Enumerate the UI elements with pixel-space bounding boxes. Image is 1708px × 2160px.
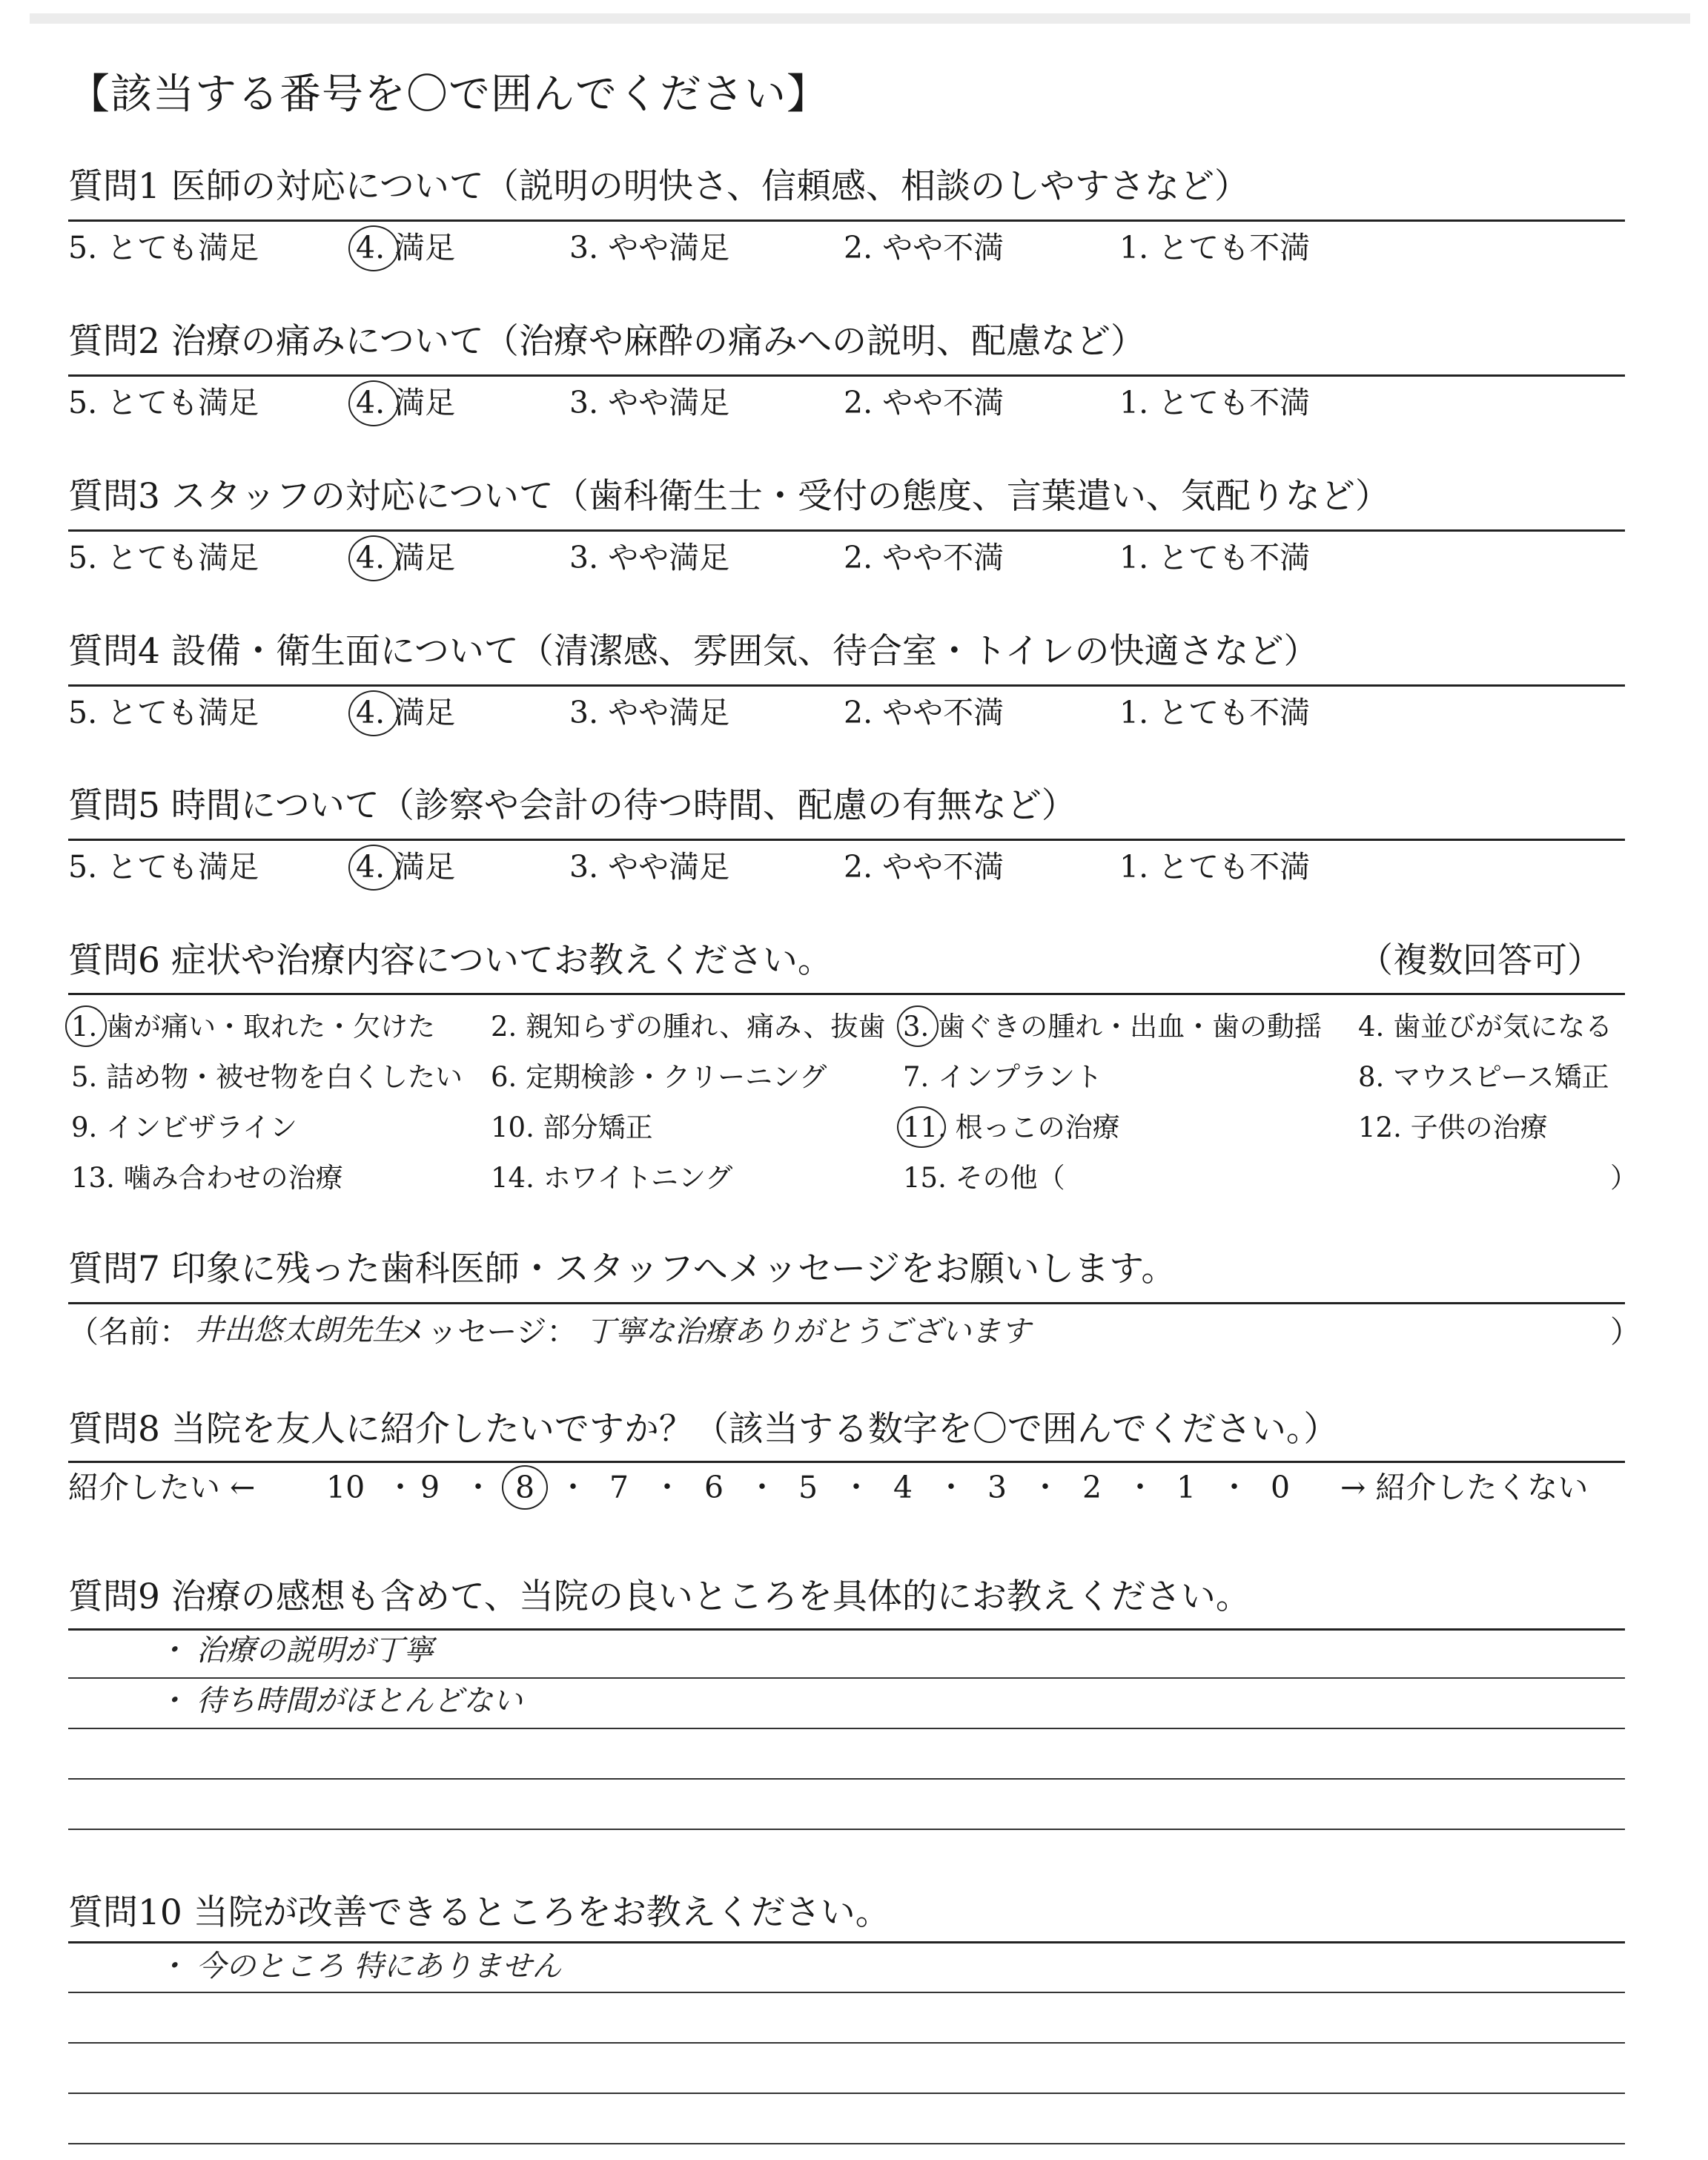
q8-separator-dot: ・ — [1125, 1470, 1155, 1505]
q6-option-8: 8. マウスピース矯正 — [1358, 1061, 1609, 1093]
page-title: 【該当する番号を〇で囲んでください】 — [68, 70, 829, 119]
q4-rule — [68, 684, 1625, 687]
q5-option-3: 3. やや満足 — [569, 849, 730, 885]
q6-label: 質問6 症状や治療内容についてお教えください。 — [68, 940, 833, 981]
q1-rule — [68, 219, 1625, 222]
q10-line-2 — [68, 2042, 1625, 2044]
q10-line-3 — [68, 2093, 1625, 2094]
q8-scale-0: 0 — [1271, 1470, 1291, 1505]
q3-label: 質問3 スタッフの対応について（歯科衛生士・受付の態度、言葉遣い、気配りなど） — [68, 476, 1390, 517]
q10-line-4 — [68, 2143, 1625, 2144]
q3-option-5: 5. とても満足 — [68, 540, 259, 575]
q5-rule — [68, 839, 1625, 841]
q6-option-14: 14. ホワイトニング — [491, 1162, 733, 1194]
q2-option-4: 4. 満足 — [356, 385, 456, 420]
q8-rule — [68, 1461, 1625, 1463]
q3-selected-circle — [348, 535, 399, 581]
q4-selected-circle — [348, 690, 399, 736]
q1-option-1: 1. とても不満 — [1119, 230, 1311, 265]
q8-scale-6: 6 — [704, 1470, 724, 1505]
q9-line-1 — [68, 1677, 1625, 1679]
q6-option-1: 1. 歯が痛い・取れた・欠けた — [71, 1011, 436, 1043]
q2-rule — [68, 374, 1625, 377]
q6-rule — [68, 993, 1625, 995]
q2-label: 質問2 治療の痛みについて（治療や麻酔の痛みへの説明、配慮など） — [68, 321, 1145, 362]
q1-option-5: 5. とても満足 — [68, 230, 259, 265]
q5-option-1: 1. とても不満 — [1119, 849, 1311, 885]
q6-option-4: 4. 歯並びが気になる — [1358, 1011, 1613, 1043]
q6-selected-circle-11 — [897, 1106, 946, 1148]
q8-scale-10: 10 — [326, 1470, 365, 1505]
q6-selected-circle-1 — [65, 1005, 107, 1047]
q6-option-3: 3. 歯ぐきの腫れ・出血・歯の動揺 — [903, 1011, 1323, 1043]
q8-separator-dot: ・ — [463, 1470, 493, 1505]
q6-option-6: 6. 定期検診・クリーニング — [491, 1061, 827, 1093]
q6-option-5: 5. 詰め物・被せ物を白くしたい — [71, 1061, 463, 1093]
q8-separator-dot: ・ — [936, 1470, 966, 1505]
q6-note: （複数回答可） — [1358, 940, 1602, 981]
q5-option-5: 5. とても満足 — [68, 849, 259, 885]
q6-option-13: 13. 噛み合わせの治療 — [71, 1162, 343, 1194]
q4-option-4: 4. 満足 — [356, 695, 456, 730]
q2-option-2: 2. やや不満 — [844, 385, 1004, 420]
q4-label: 質問4 設備・衛生面について（清潔感、雰囲気、待合室・トイレの快適さなど） — [68, 631, 1319, 672]
q4-option-3: 3. やや満足 — [569, 695, 730, 730]
q2-option-3: 3. やや満足 — [569, 385, 730, 420]
q7-message-value: 丁寧な治療ありがとうございます — [586, 1315, 1030, 1349]
q5-label: 質問5 時間について（診察や会計の待つ時間、配慮の有無など） — [68, 785, 1076, 826]
q6-option-15: 15. その他（ — [903, 1162, 1065, 1194]
q10-answer-1: ・ 今のところ 特にありません — [157, 1949, 562, 1984]
q8-scale-8: 8 — [515, 1470, 535, 1505]
q2-option-5: 5. とても満足 — [68, 385, 259, 420]
q4-option-1: 1. とても不満 — [1119, 695, 1311, 730]
q1-option-3: 3. やや満足 — [569, 230, 730, 265]
q6-selected-circle-3 — [897, 1005, 939, 1047]
q2-option-1: 1. とても不満 — [1119, 385, 1311, 420]
q10-rule — [68, 1941, 1625, 1943]
q9-line-4 — [68, 1829, 1625, 1830]
q9-label: 質問9 治療の感想も含めて、当院の良いところを具体的にお教えください。 — [68, 1576, 1251, 1617]
q8-label: 質問8 当院を友人に紹介したいですか？（該当する数字を〇で囲んでください。） — [68, 1409, 1339, 1450]
q8-scale-4: 4 — [893, 1470, 913, 1505]
q8-separator-dot: ・ — [1030, 1470, 1060, 1505]
q1-selected-circle — [348, 225, 399, 271]
q9-line-3 — [68, 1778, 1625, 1780]
q3-option-3: 3. やや満足 — [569, 540, 730, 575]
q9-line-2 — [68, 1728, 1625, 1729]
q2-selected-circle — [348, 380, 399, 426]
q8-separator-dot: ・ — [652, 1470, 682, 1505]
q7-close-paren: ） — [1610, 1314, 1641, 1350]
q8-left-label: 紹介したい ← — [68, 1470, 256, 1505]
q5-option-2: 2. やや不満 — [844, 849, 1004, 885]
q5-selected-circle — [348, 845, 399, 891]
q6-option-11: 11. 根っこの治療 — [903, 1112, 1120, 1143]
q7-label: 質問7 印象に残った歯科医師・スタッフへメッセージをお願いします。 — [68, 1249, 1176, 1289]
q8-separator-dot: ・ — [1219, 1470, 1249, 1505]
q3-option-2: 2. やや不満 — [844, 540, 1004, 575]
q7-name-value: 井出悠太朗先生 — [194, 1313, 402, 1347]
q4-option-2: 2. やや不満 — [844, 695, 1004, 730]
q8-scale-7: 7 — [609, 1470, 629, 1505]
q8-separator-dot: ・ — [558, 1470, 588, 1505]
q9-answer-1: ・ 治療の説明が丁寧 — [157, 1634, 434, 1668]
q1-option-2: 2. やや不満 — [844, 230, 1004, 265]
q6-option-12: 12. 子供の治療 — [1358, 1112, 1548, 1143]
q1-label: 質問1 医師の対応について（説明の明快さ、信頼感、相談のしやすさなど） — [68, 166, 1250, 207]
q7-message-prefix: メッセージ： — [397, 1314, 577, 1350]
q6-option-10: 10. 部分矯正 — [491, 1112, 653, 1143]
q1-option-4: 4. 満足 — [356, 230, 456, 265]
q8-separator-dot: ・ — [841, 1470, 871, 1505]
scan-top-edge — [30, 13, 1690, 24]
q6-option-2: 2. 親知らずの腫れ、痛み、抜歯 — [491, 1011, 886, 1043]
q7-name-prefix: （名前： — [68, 1314, 190, 1350]
q10-line-1 — [68, 1992, 1625, 1993]
q9-rule — [68, 1628, 1625, 1631]
q8-right-label: → 紹介したくない — [1340, 1470, 1589, 1505]
q8-scale-9: 9 — [420, 1470, 440, 1505]
q8-scale-1: 1 — [1176, 1470, 1196, 1505]
q7-rule — [68, 1302, 1625, 1304]
q8-separator-dot: ・ — [747, 1470, 777, 1505]
q4-option-5: 5. とても満足 — [68, 695, 259, 730]
q6-option-16: ） — [1610, 1162, 1638, 1194]
q5-option-4: 4. 満足 — [356, 849, 456, 885]
q6-option-7: 7. インプラント — [903, 1061, 1103, 1093]
q8-scale-2: 2 — [1082, 1470, 1102, 1505]
q3-rule — [68, 529, 1625, 532]
q8-separator-dot: ・ — [385, 1470, 415, 1505]
q10-label: 質問10 当院が改善できるところをお教えください。 — [68, 1892, 890, 1933]
q8-scale-5: 5 — [798, 1470, 818, 1505]
q8-selected-circle — [502, 1465, 548, 1510]
q3-option-1: 1. とても不満 — [1119, 540, 1311, 575]
q6-option-9: 9. インビザライン — [71, 1112, 297, 1143]
q9-answer-2: ・ 待ち時間がほとんどない — [157, 1684, 523, 1718]
q8-scale-3: 3 — [987, 1470, 1007, 1505]
q3-option-4: 4. 満足 — [356, 540, 456, 575]
